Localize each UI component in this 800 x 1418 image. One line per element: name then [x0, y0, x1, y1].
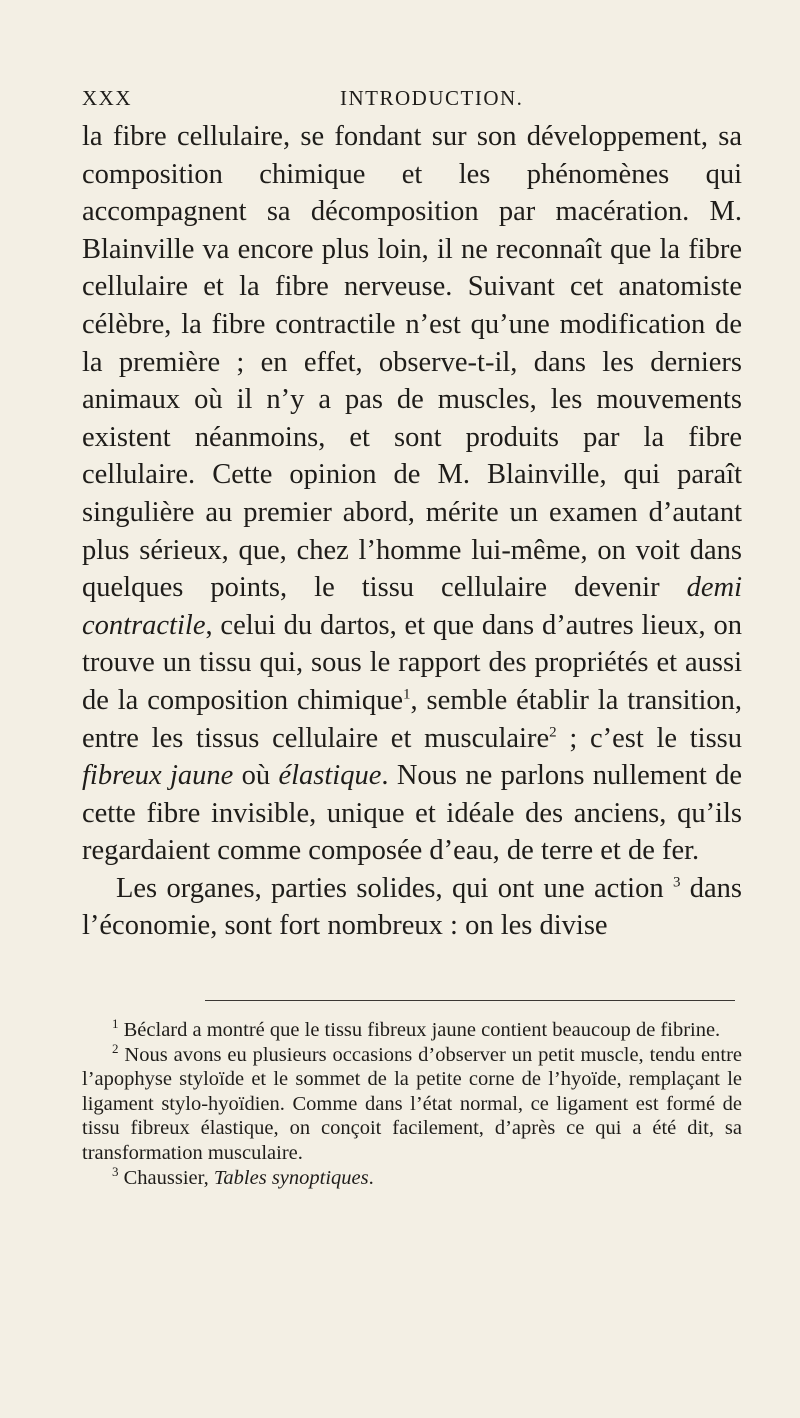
footnote-mark: 1	[112, 1016, 119, 1032]
paragraph-text: la fibre cellulaire, se fondant sur son développement, sa composition chimique et les phénomènes qui accompagnent sa décomposition par macération. M. Blainville va encore plus loin, il ne reconnaît que la fibre cellulaire et la fibre nerveuse. Suivant cet anatomiste célèbre, la fibre contractile n’est qu’une modification de la première ; en effet, observe-t-il, dans les derniers animaux où il n’y a pas de muscles, les mouvements existent néanmoins, et sont produits par la fibre cellulaire. Cette opinion de M. Blainville, qui paraît singulière au premier abord, mérite un examen d’autant plus sérieux, que, chez l’homme lui-même, on voit dans quelques points, le tissu cellulaire devenir	[82, 121, 742, 604]
paragraph-text: dans l’économie, sont fort nombreux : on les divise	[82, 872, 743, 942]
italic-term: élastique	[278, 760, 382, 792]
footnote-mark: 2	[112, 1040, 119, 1056]
body-text	[82, 118, 742, 945]
footnote	[82, 1018, 742, 1043]
footnote	[82, 1040, 743, 1166]
page-header	[82, 86, 742, 116]
footnote-book-title: Tables synoptiques	[213, 1166, 369, 1189]
footnote	[82, 1163, 742, 1191]
footnote-reference: 1	[403, 686, 411, 703]
paragraph-text: , celui du dartos, et que dans d’autres lieux, on trouve un tissu qui, sous le rapport des propriétés et aussi de la composition chimique	[82, 609, 742, 716]
footnote-divider	[205, 1000, 735, 1001]
footnote-mark: 3	[112, 1163, 119, 1179]
footnote-text: .	[368, 1166, 374, 1189]
paragraph-text: . Nous ne parlons nullement de cette fibre invisible, unique et idéale des anciens, qu’ils regardaient comme composée d’eau, de terre et de fer.	[82, 760, 742, 867]
footnote-text: Béclard a montré que le tissu fibreux jaune contient beaucoup de fibrine.	[123, 1019, 721, 1041]
footnotes	[82, 1018, 742, 1190]
paragraph-text: où	[233, 760, 279, 792]
footnote-reference: 2	[549, 724, 557, 740]
page-number: XXX	[82, 86, 132, 110]
paragraph-text: , semble établir la transition, entre les tissus cellulaire et musculaire	[82, 684, 743, 754]
italic-term: demi contractile	[82, 572, 742, 641]
paragraph-text: Les organes, parties solides, qui ont une action	[116, 872, 664, 904]
running-title: INTRODUCTION.	[340, 86, 524, 110]
footnote-text: Nous avons eu plusieurs occasions d’observer un petit muscle, tendu entre l’apophyse styloïde et le sommet de la petite corne de l’hyoïde, remplaçant le ligament stylo-hyoïdien. Comme dans l’état normal, ce ligament est formé de tissu fibreux élastique, on conçoit facilement, d’après ce qui a été dit, sa transformation musculaire.	[82, 1043, 743, 1164]
footnote-author: Chaussier,	[123, 1166, 214, 1189]
footnote-reference: 3	[672, 874, 681, 891]
italic-term: fibreux jaune	[82, 760, 234, 792]
paragraph	[82, 870, 742, 945]
paragraph-text: ; c’est le tissu	[556, 722, 742, 754]
paragraph-continued	[82, 118, 742, 870]
